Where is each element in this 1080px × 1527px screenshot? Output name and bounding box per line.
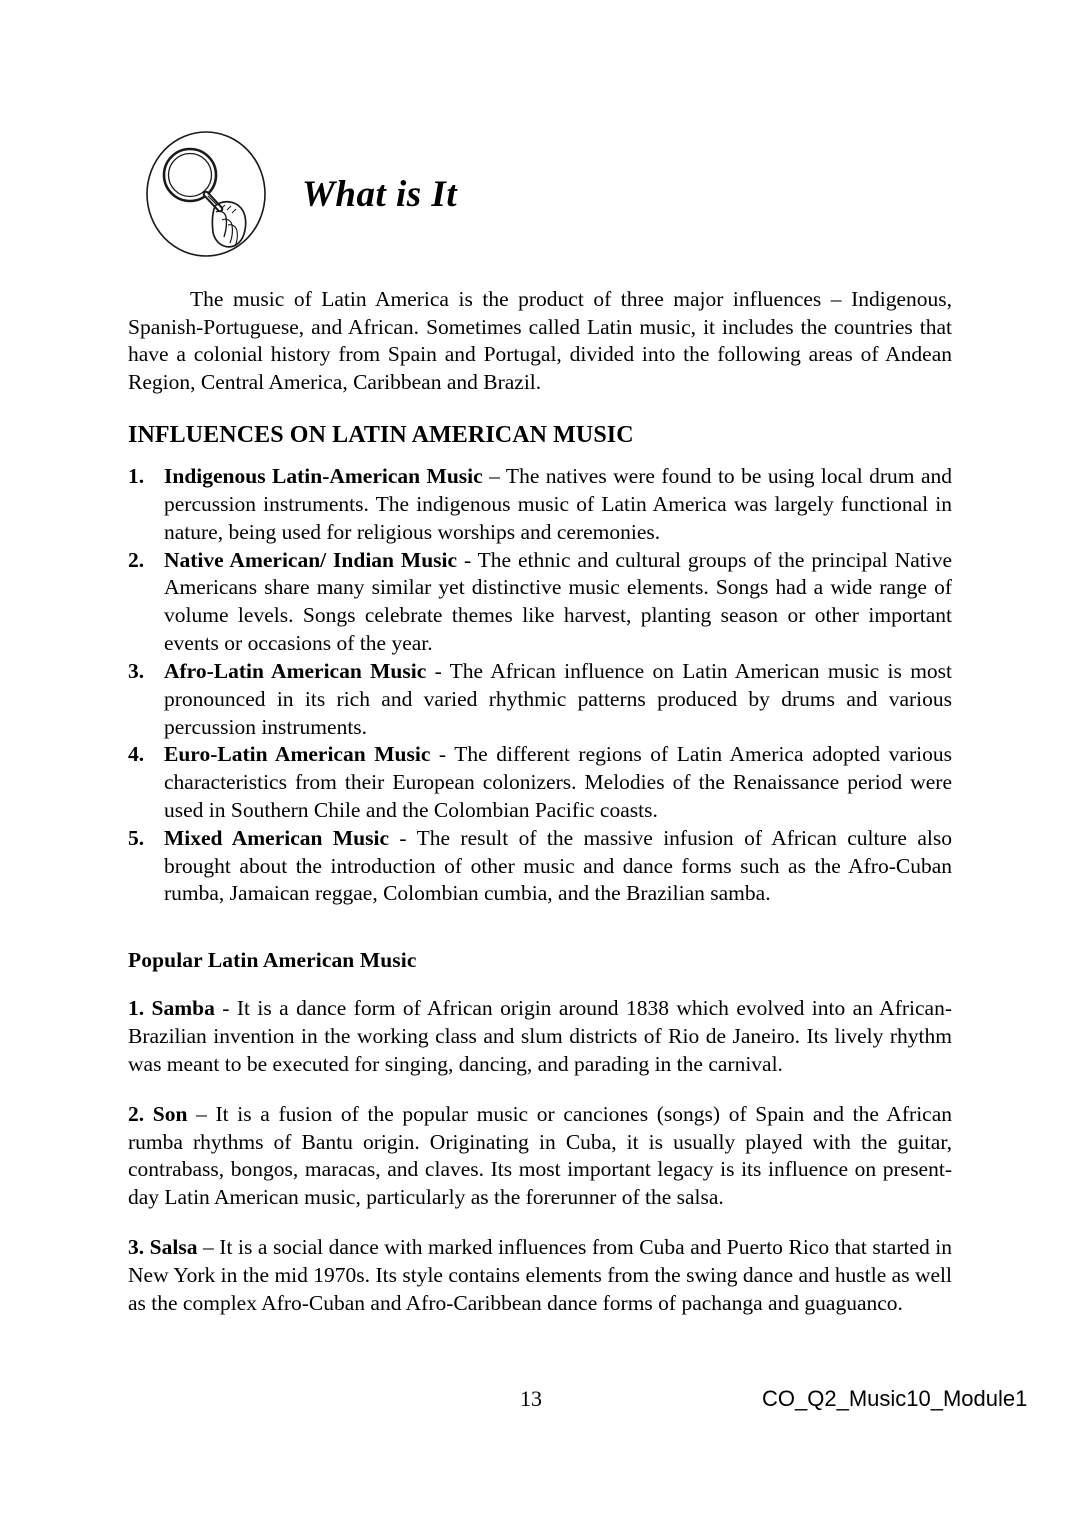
list-item-term: Euro-Latin American Music bbox=[164, 742, 431, 767]
popular-label: 1. Samba bbox=[128, 996, 215, 1021]
popular-body: - It is a dance form of African origin around 1838 which evolved into an African-Brazilian invention in the working class and slum districts of Rio de Janeiro. Its lively rhythm was meant to be executed for singing, dancing, and parading in the carnival. bbox=[128, 996, 952, 1076]
list-item-body: - The result of the massive infusion of African culture also brought about the introduction of other music and dance forms such as the Afro-Cuban rumba, Jamaican reggae, Colombian cumbia, and the Brazilian samba. bbox=[164, 825, 952, 906]
popular-paragraph bbox=[128, 1101, 952, 1212]
list-item-body: - The ethnic and cultural groups of the principal Native Americans share many similar yet distinctive music elements. Songs had a wide range of volume levels. Songs celebrate themes like harvest, planting season or other important events or occasions of the year. bbox=[164, 547, 952, 656]
list-item bbox=[128, 463, 952, 546]
list-item-term: Mixed American Music bbox=[164, 825, 390, 850]
section-header bbox=[128, 124, 952, 264]
page-title: What is It bbox=[302, 173, 458, 215]
list-item bbox=[128, 658, 952, 741]
list-item-number: 3. bbox=[128, 658, 145, 683]
page-number: 13 bbox=[520, 1386, 542, 1411]
page-footer bbox=[0, 1386, 1080, 1436]
list-item-body: - The different regions of Latin America adopted various characteristics from their European colonizers. Melodies of the Renaissance period were used in Southern Chile and the Colombian Pacific coasts. bbox=[164, 742, 952, 822]
list-item-number: 1. bbox=[128, 464, 145, 489]
popular-body: – It is a fusion of the popular music or canciones (songs) of Spain and the African rumba rhythms of Bantu origin. Originating in Cuba, it is usually played with the guitar, contrabass, bongos, maracas, and claves. Its most important legacy is its influence on present-day Latin American music, particularly as the forerunner of the salsa. bbox=[128, 1101, 952, 1210]
popular-label: 3. Salsa bbox=[128, 1235, 198, 1260]
list-item bbox=[128, 825, 952, 908]
sub-heading: Popular Latin American Music bbox=[128, 948, 417, 973]
popular-paragraph bbox=[128, 995, 952, 1078]
list-item-body: – The natives were found to be using local drum and percussion instruments. The indigenous music of Latin America was largely functional in nature, being used for religious worships and ceremonies. bbox=[164, 464, 952, 544]
list-item-term: Indigenous Latin-American Music bbox=[164, 464, 483, 489]
module-code: CO_Q2_Music10_Module1 bbox=[762, 1386, 1028, 1411]
influences-list bbox=[128, 463, 952, 908]
magnifying-glass-in-hand-icon bbox=[142, 128, 270, 260]
popular-paragraph bbox=[128, 1234, 952, 1317]
popular-label: 2. Son bbox=[128, 1101, 188, 1126]
page-content bbox=[128, 124, 952, 1318]
list-item-number: 4. bbox=[128, 742, 145, 767]
section-heading: INFLUENCES ON LATIN AMERICAN MUSIC bbox=[128, 422, 634, 449]
list-item-term: Native American/ Indian Music bbox=[164, 547, 458, 572]
intro-paragraph: The music of Latin America is the product of three major influences – Indigenous, Spanish-Portuguese, and African. Sometimes called Latin music, it includes the countries that have a colonial history from Spain and Portugal, divided into the following areas of Andean Region, Central America, Caribbean and Brazil. bbox=[128, 287, 952, 394]
popular-body: – It is a social dance with marked influences from Cuba and Puerto Rico that started in New York in the mid 1970s. Its style contains elements from the swing dance and hustle as well as the complex Afro-Cuban and Afro-Caribbean dance forms of pachanga and guaguanco. bbox=[128, 1235, 952, 1315]
list-item-term: Afro-Latin American Music bbox=[164, 658, 427, 683]
list-item bbox=[128, 547, 952, 658]
list-item-number: 2. bbox=[128, 547, 145, 572]
list-item-body: - The African influence on Latin American music is most pronounced in its rich and varied rhythmic patterns produced by drums and various percussion instruments. bbox=[164, 658, 953, 739]
list-item bbox=[128, 741, 952, 824]
list-item-number: 5. bbox=[128, 825, 145, 850]
